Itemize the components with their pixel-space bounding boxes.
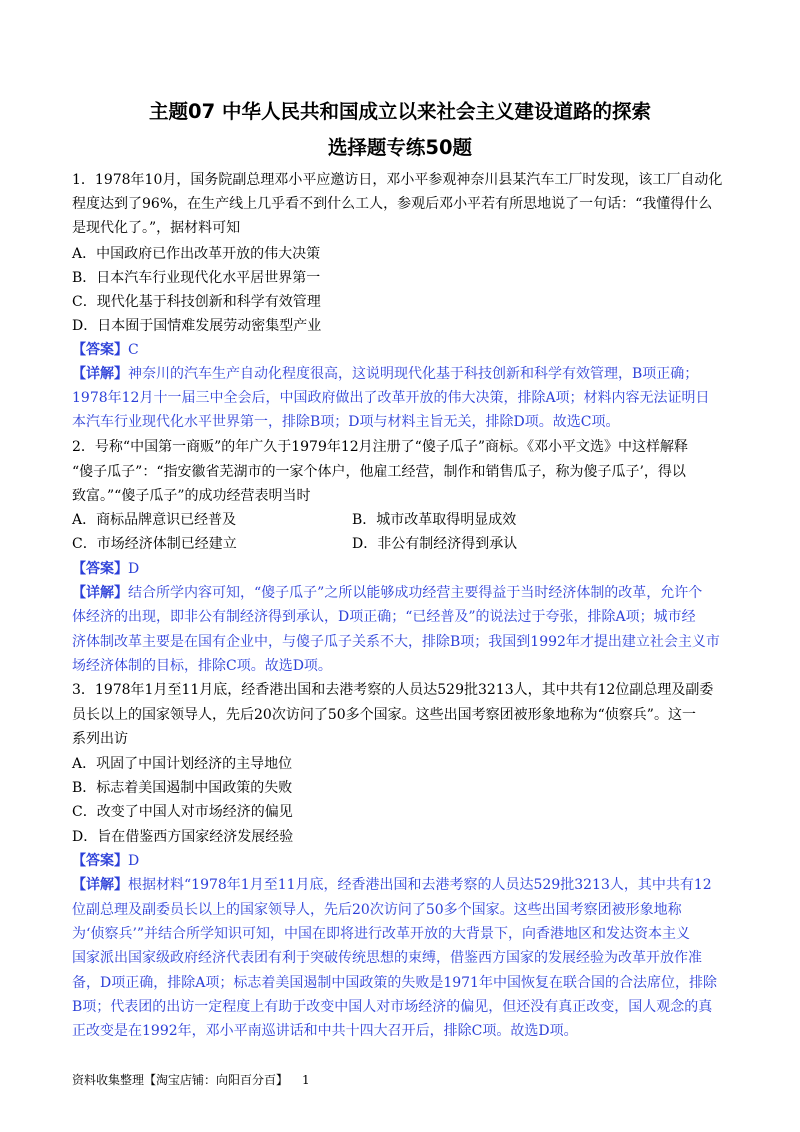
answer-label: 【答案】 (72, 561, 128, 577)
q1-stem-line: 程度达到了96%，在生产线上几乎看不到什么工人，参观后邓小平若有所思地说了一句话：“我懂得什么 (72, 196, 713, 212)
q1-detail-line: 本汽车行业现代化水平世界第一，排除B项；D项与材料主旨无关，排除D项。故选C项。 (72, 414, 620, 430)
q3-detail-line: 为‘侦察兵’”并结合所学知识可知，中国在即将进行改革开放的大背景下，向香港地区和发达资本主义 (72, 926, 691, 942)
q2-stem-line: 致富。”“傻子瓜子”的成功经营表明当时 (72, 488, 311, 504)
q2-option-a: A．商标品牌意识已经普及 (72, 512, 237, 528)
q3-detail-line: 国家派出国家级政府经济代表团有利于突破传统思想的束缚，借鉴西方国家的发展经验为改革开放作准 (72, 950, 702, 966)
page-footer (72, 1071, 310, 1088)
q3-detail-line: B项；代表团的出访一定程度上有助于改变中国人对市场经济的偏见，但还没有真正改变，国人观念的真 (72, 999, 713, 1015)
q2-option-d: D．非公有制经济得到承认 (352, 536, 518, 552)
q3-detail-line: 备，D项正确，排除A项；标志着美国遏制中国政策的失败是1971年中国恢复在联合国的合法席位，排除 (72, 975, 717, 991)
q2-options-row (72, 510, 517, 530)
q3-answer-value: D (128, 853, 140, 869)
q2-option-b: B．城市改革取得明显成效 (352, 512, 517, 528)
q2-detail-line: 场经济体制的目标，排除C项。故选D项。 (72, 658, 332, 674)
q2-option-c: C．市场经济体制已经建立 (72, 536, 237, 552)
q1-stem-line: 是现代化了。”，据材料可知 (72, 220, 241, 236)
q1-option-c: C．现代化基于科技创新和科学有效管理 (72, 294, 321, 310)
footer-source: 资料收集整理【淘宝店铺：向阳百分百】 (72, 1073, 289, 1087)
q3-answer (72, 851, 139, 871)
detail-label: 【详解】 (72, 877, 128, 893)
q1-answer (72, 340, 139, 360)
q3-detail-line: 正改变是在1992年，邓小平南巡讲话和中共十四大召开后，排除C项。故选D项。 (72, 1023, 578, 1039)
q3-option-a: A．巩固了中国计划经济的主导地位 (72, 756, 293, 772)
q1-answer-value: C (128, 342, 139, 358)
q3-detail (72, 875, 712, 895)
q3-option-b: B．标志着美国遏制中国政策的失败 (72, 780, 293, 796)
q1-option-b: B．日本汽车行业现代化水平居世界第一 (72, 270, 321, 286)
q3-stem-line: 系列出访 (72, 731, 128, 747)
q2-answer-value: D (128, 561, 140, 577)
q2-stem-line: 2．号称“中国第一商贩”的年广久于1979年12月注册了“傻子瓜子”商标。《邓小平文选》中这样解释 (72, 439, 688, 455)
title-line-1: 主题07 中华人民共和国成立以来社会主义建设道路的探索 (149, 100, 651, 123)
q1-option-d: D．日本囿于国情难发展劳动密集型产业 (72, 318, 322, 334)
q2-options-row (72, 534, 518, 554)
q3-stem-line: 员长以上的国家领导人，先后20次访问了50多个国家。这些出国考察团被形象地称为“侦察兵”。这一 (72, 707, 696, 723)
q1-detail-line: 1978年12月十一届三中全会后，中国政府做出了改革开放的伟大决策，排除A项；材料内容无法证明日 (72, 390, 710, 406)
q2-answer (72, 559, 139, 579)
detail-label: 【详解】 (72, 366, 128, 382)
q3-option-c: C．改变了中国人对市场经济的偏见 (72, 804, 293, 820)
answer-label: 【答案】 (72, 853, 128, 869)
q2-detail-line: 体经济的出现，即非公有制经济得到承认，D项正确；“已经普及”的说法过于夸张，排除A项；城市经 (72, 609, 696, 625)
q2-detail-text: 结合所学内容可知，“傻子瓜子”之所以能够成功经营主要得益于当时经济体制的改革，允许个 (128, 585, 703, 601)
q1-stem-line: 1．1978年10月，国务院副总理邓小平应邀访日，邓小平参观神奈川县某汽车工厂时发现，该工厂自动化 (72, 172, 723, 188)
detail-label: 【详解】 (72, 585, 128, 601)
q3-detail-text: 根据材料“1978年1月至11月底，经香港出国和去港考察的人员达529批3213人，其中共有12 (128, 877, 712, 893)
q2-detail (72, 583, 702, 603)
title-line-2: 选择题专练50题 (327, 136, 473, 159)
q3-detail-line: 位副总理及副委员长以上的国家领导人，先后20次访问了50多个国家。这些出国考察团被形象地称 (72, 902, 682, 918)
q3-option-d: D．旨在借鉴西方国家经济发展经验 (72, 829, 294, 845)
q2-stem-line: “傻子瓜子”：“指安徽省芜湖市的一家个体户，他雇工经营，制作和销售瓜子，称为傻子瓜子’，得以 (72, 464, 686, 480)
q3-stem-line: 3．1978年1月至11月底，经香港出国和去港考察的人员达529批3213人，其中共有12位副总理及副委 (72, 682, 714, 698)
q1-detail (72, 364, 698, 384)
q2-detail-line: 济体制改革主要是在国有企业中，与傻子瓜子关系不大，排除B项；我国到1992年才提出建立社会主义市 (72, 634, 720, 650)
q1-detail-text: 神奈川的汽车生产自动化程度很高，这说明现代化基于科技创新和科学有效管理，B项正确； (128, 366, 699, 382)
answer-label: 【答案】 (72, 342, 128, 358)
q1-option-a: A．中国政府已作出改革开放的伟大决策 (72, 246, 321, 262)
page-number: 1 (302, 1073, 310, 1087)
